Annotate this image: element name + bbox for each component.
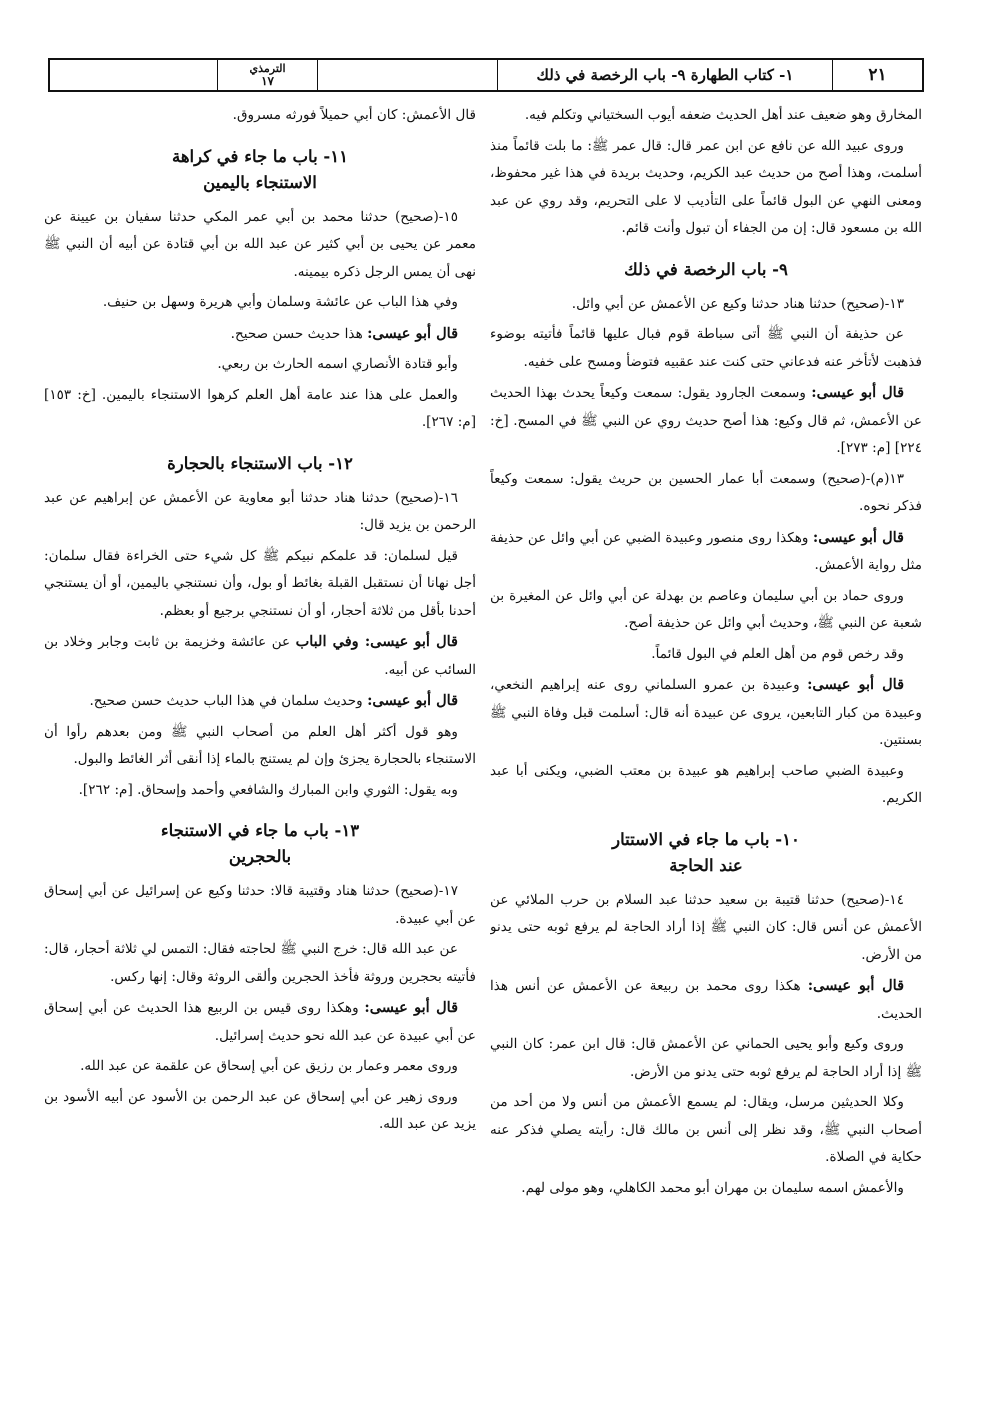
paragraph: [44, 719, 476, 774]
paragraph: [490, 1031, 922, 1086]
book-number: ١٧: [261, 74, 274, 88]
paragraph: [490, 379, 922, 463]
paragraph: [490, 102, 922, 130]
paragraph-text: ١٧-(صحيح) حدثنا هناد وقتيبة قالا: حدثنا وكيع عن إسرائيل عن أبي إسحاق عن أبي عبيدة.: [44, 883, 476, 927]
paragraph: [490, 1089, 922, 1172]
paragraph: [44, 777, 476, 805]
running-header: [48, 58, 924, 92]
paragraph: [490, 524, 922, 580]
paragraph-text: والأعمش اسمه سليمان بن مهران أبو محمد الكاهلي، وهو مولى لهم.: [521, 1179, 904, 1196]
paragraph: [490, 321, 922, 376]
chapter-heading-line: عند الحاجة: [669, 855, 743, 875]
paragraph: [44, 936, 476, 991]
paragraph: [490, 133, 922, 243]
paragraph-text: قال الأعمش: كان أبي حميلاً فورثه مسروق.: [232, 107, 476, 123]
paragraph-text: وكلا الحديثين مرسل، ويقال: لم يسمع الأعمش من أنس ولا من أحد من أصحاب النبي ﷺ، وقد نظر إلى أنس بن مالك قال: رأيته يصلي فذكر عنه حكاية في الصلاة.: [490, 1094, 922, 1165]
paragraph-text: وهو قول أكثر أهل العلم من أصحاب النبي ﷺ ومن بعدهم رأوا أن الاستنجاء بالحجارة يجزئ وإن لم يستنج بالماء إذا أنقى أثر الغائط والبول.: [44, 723, 476, 767]
chapter-heading: [490, 257, 922, 283]
chapter-heading-line: ١٣- باب ما جاء في الاستنجاء: [160, 821, 360, 840]
paragraph-text: وأبو قتادة الأنصاري اسمه الحارث بن ربعي.: [217, 356, 458, 372]
chapter-heading-line: بالحجرين: [228, 847, 292, 866]
book-label: [217, 60, 317, 90]
chapter-heading: [44, 818, 476, 870]
chapter-heading-line: ١١- باب ما جاء في كراهة: [171, 146, 349, 166]
paragraph-text: وروى عبيد الله عن نافع عن ابن عمر قال: قال عمر ﷺ: ما بلت قائماً منذ أسلمت، وهذا أصح من حديث عبد الكريم، وحديث بريدة في هذا غير محفوظ، ومعنى النهي عن البول قائماً على التأديب لا على التحريم، وقد روي عن عبد الله بن مسعود قال: إن من الجفاء أن تبول وأنت قائم.: [490, 137, 922, 236]
paragraph-text: وعبيدة الضبي صاحب إبراهيم هو عبيدة بن معتب الضبي، ويكنى أبا عبد الكريم.: [490, 762, 922, 806]
paragraph-lead: قال أبو عيسى:: [811, 384, 904, 401]
paragraph: [44, 102, 476, 130]
paragraph-text: ١٤-(صحيح) حدثنا قتيبة بن سعيد حدثنا عبد السلام بن حرب الملائي عن الأعمش عن أنس قال: كان النبي ﷺ إذا أراد الحاجة لم يرفع ثوبه حتى يدنو من الأرض.: [490, 891, 922, 963]
paragraph-lead: قال أبو عيسى:: [812, 528, 904, 546]
paragraph-text: هكذا روى محمد بن ربيعة عن الأعمش عن أنس هذا الحديث.: [490, 978, 922, 1022]
paragraph: [490, 887, 922, 970]
book-name: الترمذي: [249, 62, 286, 75]
paragraph-text: عن عبد الله قال: خرج النبي ﷺ لحاجته فقال: التمس لي ثلاثة أحجار، قال: فأتيته بحجرين وروثة فأخذ الحجرين وألقى الروثة وقال: إنها ركس.: [44, 941, 476, 985]
chapter-heading-line: ٩- باب الرخصة في ذلك: [624, 259, 788, 279]
paragraph-text: وهكذا روى منصور وعبيدة الضبي عن أبي وائل عن حذيفة مثل رواية الأعمش.: [490, 529, 922, 573]
paragraph-text: وروى زهير عن أبي إسحاق عن عبد الرحمن بن الأسود عن أبيه الأسود بن يزيد عن عبد الله.: [44, 1088, 476, 1132]
right-text-column: [490, 102, 922, 1352]
paragraph: [490, 466, 922, 521]
left-text-column: [44, 102, 476, 1352]
paragraph: [490, 641, 922, 669]
paragraph-lead: قال أبو عيسى:: [807, 676, 905, 693]
paragraph-text: ١٥-(صحيح) حدثنا محمد بن أبي عمر المكي حدثنا سفيان بن عيينة عن معمر عن يحيى بن أبي كثير عن عبد الله بن أبي قتادة عن أبيه أن النبي ﷺ نهى أن يمس الرجل ذكره بيمينه.: [44, 208, 476, 280]
paragraph-lead: قال أبو عيسى:: [807, 977, 905, 994]
paragraph-text: قيل لسلمان: قد علمكم نبيكم ﷺ كل شيء حتى الخراءة فقال سلمان: أجل نهانا أن نستقبل القبلة بغائط أو بول، وأن نستنجي باليمين، أو أن يستنجي أحدنا بأقل من ثلاثة أحجار، أو أن نستنجي برجيع أو بعظم.: [44, 547, 476, 619]
paragraph-text: وفي هذا الباب عن عائشة وسلمان وأبي هريرة وسهل بن حنيف.: [102, 294, 458, 310]
paragraph-text: وعبيدة بن عمرو السلماني روى عنه إبراهيم النخعي، وعبيدة من كبار التابعين، يروى عن عبيدة أنه قال: أسلمت قبل وفاة النبي ﷺ بسنتين.: [490, 677, 922, 748]
paragraph-text: عن حذيفة أن النبي ﷺ أتى سباطة قوم فبال عليها قائماً فأتيته بوضوء فذهبت لأتأخر عنه فدعاني حتى كنت عند عقبيه فتوضأ ومسح على خفيه.: [490, 326, 922, 370]
paragraph-lead: قال أبو عيسى:: [367, 324, 458, 342]
paragraph-text: وسمعت الجارود يقول: سمعت وكيعاً يحدث بهذا الحديث عن الأعمش، ثم قال وكيع: هذا أصح حديث روي عن النبي ﷺ في المسح. [خ: ٢٢٤] [م: ٢٧٣].: [490, 385, 922, 456]
paragraph: [44, 878, 476, 933]
paragraph-text: ١٣-(صحيح) حدثنا هناد حدثنا وكيع عن الأعمش عن أبي وائل.: [571, 295, 904, 312]
paragraph-lead: قال أبو عيسى: وفي الباب: [295, 633, 458, 650]
paragraph: [44, 485, 476, 540]
page-number: ٢١: [832, 60, 922, 90]
paragraph-text: وروى حماد بن أبي سليمان وعاصم بن بهدلة عن أبي وائل عن المغيرة بن شعبة عن النبي ﷺ، وحديث أبي وائل عن حذيفة أصح.: [490, 587, 922, 631]
paragraph-text: عن عائشة وخزيمة بن ثابت وجابر وخلاد بن السائب عن أبيه.: [44, 634, 476, 678]
paragraph-text: وقد رخص قوم من أهل العلم في البول قائماً.: [651, 645, 904, 662]
paragraph-text: وبه يقول: الثوري وابن المبارك والشافعي وأحمد وإسحاق. [م: ٢٦٢].: [78, 781, 458, 798]
paragraph: [490, 972, 922, 1028]
paragraph: [44, 351, 476, 379]
paragraph: [490, 583, 922, 638]
paragraph: [44, 994, 476, 1050]
paragraph: [44, 204, 476, 287]
chapter-heading: [44, 451, 476, 477]
paragraph-text: والعمل على هذا عند عامة أهل العلم كرهوا الاستنجاء باليمين. [خ: ١٥٣] [م: ٢٦٧].: [44, 386, 476, 430]
header-spacer-end: [50, 60, 217, 90]
paragraph: [490, 671, 922, 755]
paragraph: [44, 543, 476, 626]
paragraph: [44, 289, 476, 317]
paragraph-text: وهكذا روى قيس بن الربيع هذا الحديث عن أبي إسحاق عن أبي عبيدة عن عبد الله نحو حديث إسرائيل.: [44, 1000, 476, 1044]
paragraph: [44, 1084, 476, 1139]
paragraph: [490, 1175, 922, 1203]
chapter-heading: [490, 827, 922, 879]
paragraph-text: المخارق وهو ضعيف عند أهل الحديث ضعفه أيوب السختياني وتكلم فيه.: [524, 107, 922, 123]
paragraph-lead: قال أبو عيسى:: [364, 999, 458, 1016]
paragraph: [44, 687, 476, 716]
running-title: ١- كتاب الطهارة ٩- باب الرخصة في ذلك: [497, 60, 832, 90]
paragraph-text: ١٦-(صحيح) حدثنا هناد حدثنا أبو معاوية عن الأعمش عن إبراهيم عن عبد الرحمن بن يزيد قال:: [44, 489, 476, 533]
paragraph-text: هذا حديث حسن صحيح.: [230, 325, 368, 342]
paragraph: [490, 758, 922, 813]
paragraph: [44, 320, 476, 349]
paragraph-text: وروى معمر وعمار بن رزيق عن أبي إسحاق عن علقمة عن عبد الله.: [80, 1058, 458, 1074]
chapter-heading-line: ١٠- باب ما جاء في الاستتار: [612, 829, 800, 849]
paragraph: [490, 291, 922, 319]
header-spacer: [317, 60, 497, 90]
paragraph-text: وروى وكيع وأبو يحيى الحماني عن الأعمش قال: قال ابن عمر: كان النبي ﷺ إذا أراد الحاجة لم يرفع ثوبه حتى يدنو من الأرض.: [490, 1036, 922, 1080]
paragraph-text: ١٣(م)-(صحيح) وسمعت أبا عمار الحسين بن حريث يقول: سمعت وكيعاً فذكر نحوه.: [490, 470, 922, 514]
paragraph-text: وحديث سلمان في هذا الباب حديث حسن صحيح.: [89, 693, 368, 709]
paragraph: [44, 382, 476, 437]
chapter-heading-line: الاستنجاء باليمين: [203, 172, 317, 192]
chapter-heading-line: ١٢- باب الاستنجاء بالحجارة: [167, 453, 353, 473]
paragraph: [44, 1053, 476, 1081]
paragraph: [44, 628, 476, 684]
paragraph-lead: قال أبو عيسى:: [367, 692, 458, 709]
chapter-heading: [44, 144, 476, 196]
